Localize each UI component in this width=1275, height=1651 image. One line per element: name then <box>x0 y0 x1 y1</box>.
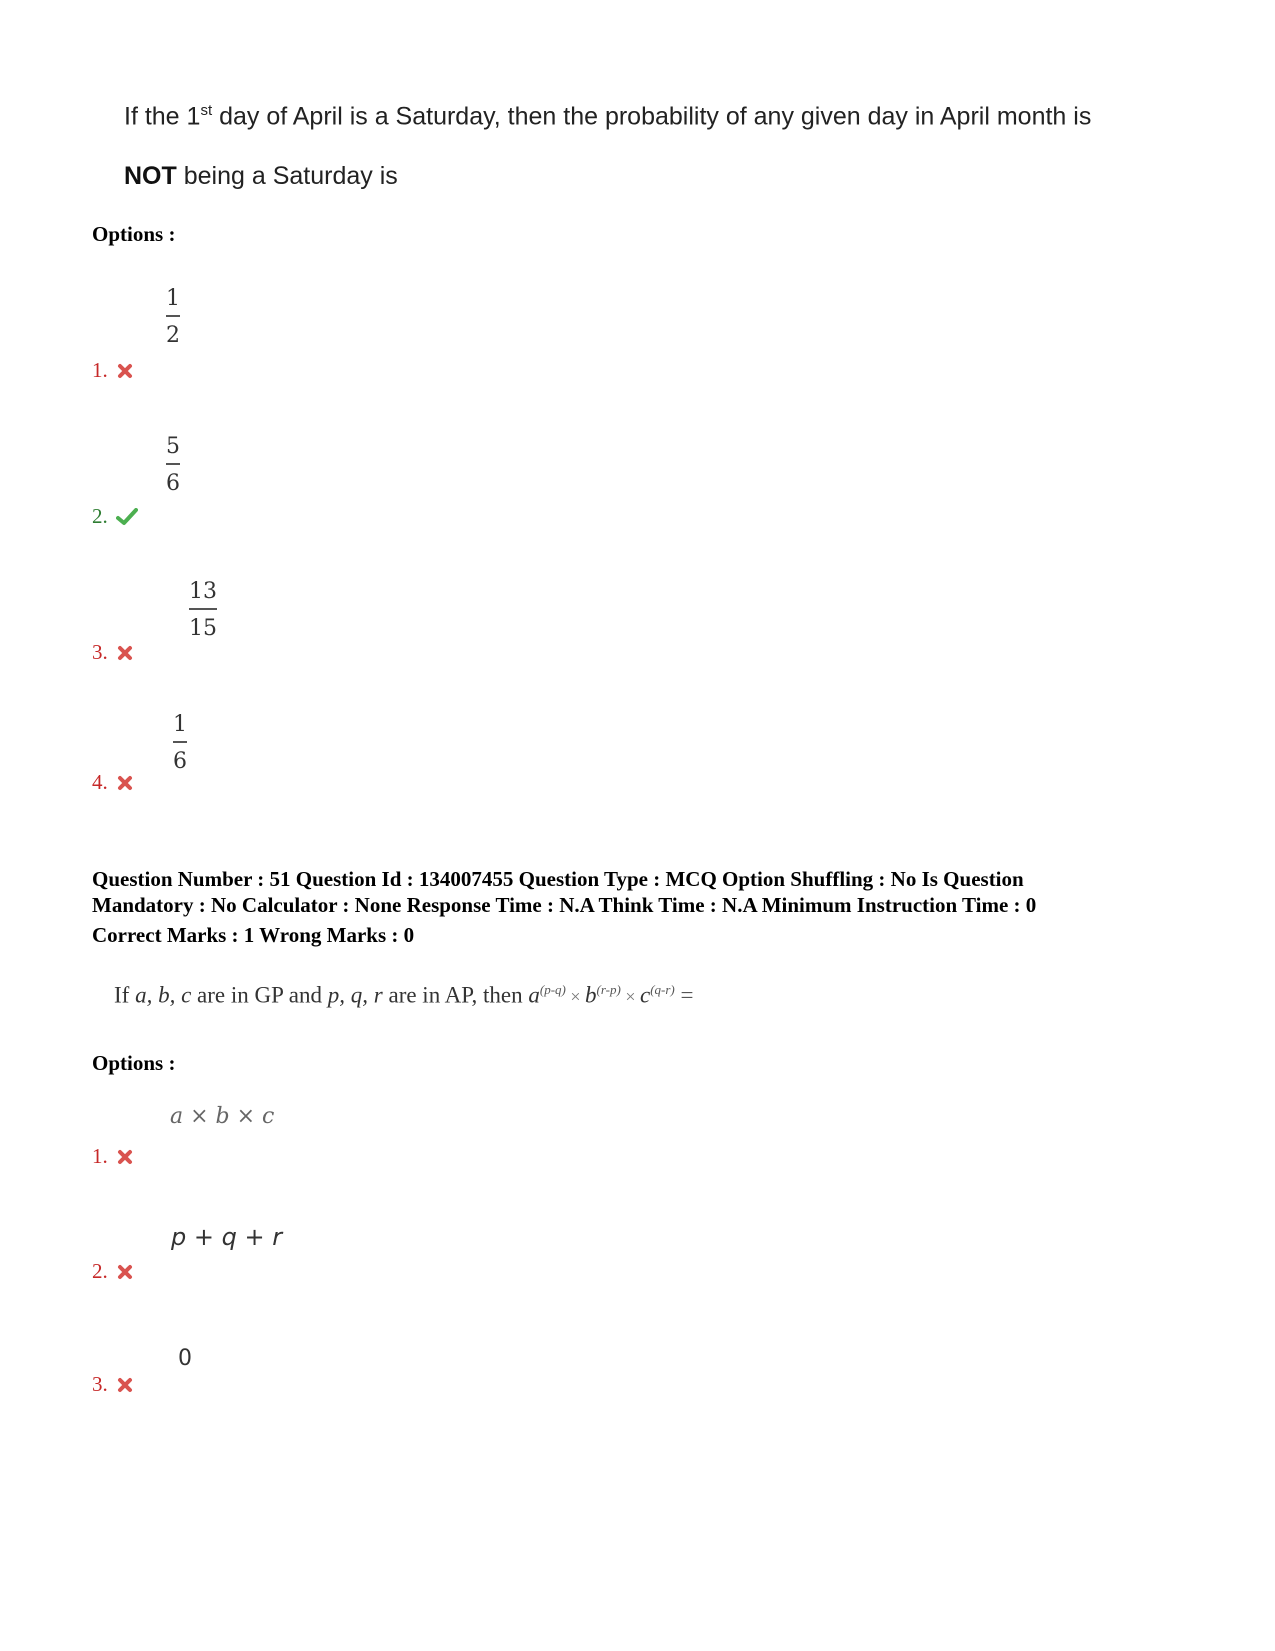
wrong-cross-icon <box>116 774 134 792</box>
options-heading: Options : <box>92 222 176 246</box>
option-1-fraction: 1 2 <box>166 286 180 348</box>
option-3-expression: 0 <box>178 1346 192 1371</box>
option-2-expression: p + q + r <box>171 1223 283 1251</box>
question-meta-line1: Question Number : 51 Question Id : 134007455 Question Type : MCQ Option Shuffling : No Is Question <box>92 867 1024 891</box>
option-1-label[interactable]: 1. <box>92 358 134 383</box>
option-4-label[interactable]: 4. <box>92 770 134 795</box>
wrong-cross-icon <box>116 1376 134 1394</box>
option-1-expression: a × b × c <box>170 1104 275 1129</box>
question-stem-line2: NOT being a Saturday is <box>124 162 398 190</box>
question-stem: If a, b, c are in GP and p, q, r are in AP, then $a^{(p-q)} \times b^{(r-p)} \times c^{(q-r)}$ = <box>114 982 694 1008</box>
option-1-label[interactable]: 1. <box>92 1144 134 1169</box>
option-3-fraction: 13 15 <box>189 579 217 641</box>
correct-check-icon <box>116 508 138 526</box>
wrong-cross-icon <box>116 1148 134 1166</box>
option-4-fraction: 1 6 <box>173 712 187 774</box>
wrong-cross-icon <box>116 362 134 380</box>
question-stem-line1: If the 1st day of April is a Saturday, then the probability of any given day in April month is <box>124 102 1092 131</box>
option-2-fraction: 5 6 <box>166 434 180 496</box>
question-meta <box>92 866 1142 948</box>
options-heading: Options : <box>92 1051 176 1075</box>
option-3-label[interactable]: 3. <box>92 640 134 665</box>
option-2-label[interactable]: 2. <box>92 1259 134 1284</box>
wrong-cross-icon <box>116 1263 134 1281</box>
option-3-label[interactable]: 3. <box>92 1372 134 1397</box>
wrong-cross-icon <box>116 644 134 662</box>
question-meta-line3: Correct Marks : 1 Wrong Marks : 0 <box>92 923 415 947</box>
question-meta-line2: Mandatory : No Calculator : None Response Time : N.A Think Time : N.A Minimum Instruction Time : 0 <box>92 893 1037 917</box>
option-2-label[interactable]: 2. <box>92 504 138 529</box>
